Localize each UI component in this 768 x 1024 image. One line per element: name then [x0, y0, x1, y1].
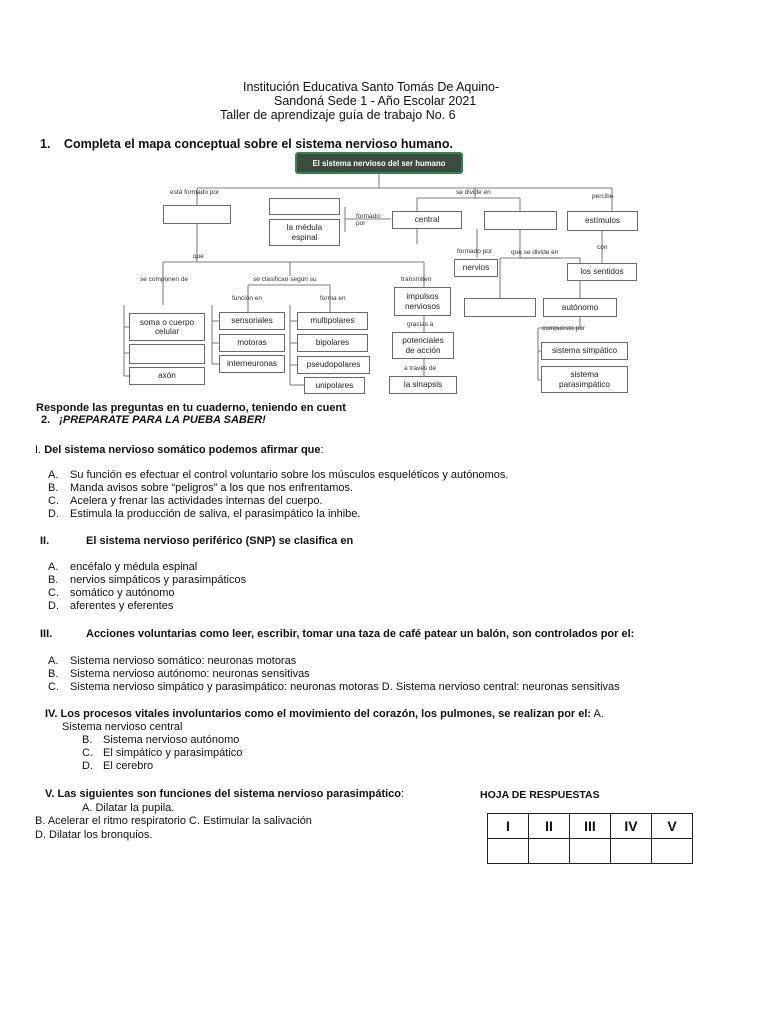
question-IV-text: Los procesos vitales involuntarios como el movimiento del corazón, los pulmones, se realizan por el: [60, 708, 592, 720]
label-percibe: percibe [592, 193, 614, 200]
box-autonomo: autónomo [543, 298, 617, 317]
question-I-text: Del sistema nervioso somático podemos afirmar que [44, 444, 321, 456]
option-text: somático y autónomo [70, 587, 175, 599]
concept-map [0, 0, 768, 400]
question-V-option-A: A. Dilatar la pupila. [82, 802, 175, 814]
box-soma: soma o cuerpo celular [129, 313, 205, 341]
question-IV-option-B [82, 734, 240, 746]
answer-sheet-header-row [488, 814, 693, 839]
box-parasimpatico: sistema parasimpático [541, 366, 628, 393]
option-text: Manda avisos sobre “peligros” a los que nos enfrentamos. [70, 482, 354, 494]
label-forma-en: forma en [320, 295, 346, 302]
question-II-option-C [48, 587, 175, 599]
box-motoras: motoras [219, 334, 285, 352]
question-III-option-C [48, 681, 620, 693]
box-sinapsis: la sinapsis [389, 376, 457, 394]
box-sentidos: los sentidos [567, 263, 637, 281]
answer-cell-V[interactable] [652, 839, 693, 864]
answer-cell-I[interactable] [488, 839, 529, 864]
answer-sheet-answer-row [488, 839, 693, 864]
question-1-number: 1. [40, 137, 51, 151]
question-V-roman: V. [45, 788, 55, 800]
option-text: El simpático y parasimpático [103, 747, 243, 759]
option-letter: D. [48, 600, 59, 612]
question-IV [45, 708, 604, 720]
option-letter: C. [48, 681, 59, 693]
instructions-responde: Responde las preguntas en tu cuaderno, teniendo en cuent [36, 402, 346, 414]
option-letter: A. [48, 469, 59, 481]
label-que-se-divide-en: que se divide en [511, 249, 559, 256]
option-text: encéfalo y médula espinal [70, 561, 198, 573]
question-III-option-A [48, 655, 297, 667]
header-line-3: Taller de aprendizaje guía de trabajo No. 6 [220, 108, 456, 122]
box-simpatico: sistema simpático [541, 342, 628, 360]
box-sensoriales: sensoriales [219, 312, 285, 330]
label-se-componen-de: se componen de [140, 276, 189, 283]
option-letter: D. [48, 508, 59, 520]
label-se-divide-en: se divide en [456, 189, 491, 196]
answer-header-I: I [488, 814, 529, 839]
box-blank-somatico [464, 298, 536, 317]
answer-header-V: V [652, 814, 693, 839]
question-I-colon: : [320, 444, 324, 456]
option-text: Sistema nervioso simpático y parasimpático: neuronas motoras D. Sistema nervioso central: neuronas sensitivas [70, 681, 620, 693]
question-II [40, 535, 354, 547]
label-formado-por: formado por [356, 213, 380, 227]
label-compuesto-por: compuesto por [542, 325, 585, 332]
option-text: Acelera y frenar las actividades internas del cuerpo. [70, 495, 323, 507]
question-II-option-D [48, 600, 174, 612]
box-blank-periferico [484, 211, 557, 230]
label-que: que [193, 253, 204, 260]
answer-header-II: II [529, 814, 570, 839]
box-estimulos: estímulos [567, 211, 638, 231]
concept-map-title: El sistema nervioso del ser humano [295, 152, 463, 174]
question-V-colon: : [401, 788, 405, 800]
box-unipolares: unipolares [304, 377, 365, 394]
label-se-clasifican-segun-su: se clasifican según su [253, 276, 317, 283]
question-I-option-B [48, 482, 354, 494]
question-II-option-A [48, 561, 198, 573]
label-esta-formado-por: está formado por [170, 189, 220, 196]
answer-header-IV: IV [611, 814, 652, 839]
option-letter: B. [48, 574, 59, 586]
question-III-option-B [48, 668, 310, 680]
question-II-option-B [48, 574, 247, 586]
option-letter: C. [48, 495, 59, 507]
label-con: con [597, 244, 608, 251]
option-text: nervios simpáticos y parasimpáticos [70, 574, 247, 586]
answer-sheet-title: HOJA DE RESPUESTAS [480, 789, 600, 801]
header-line-2: Sandoná Sede 1 - Año Escolar 2021 [274, 94, 477, 108]
question-IV-option-A: Sistema nervioso central [62, 721, 183, 733]
option-letter: B. [82, 734, 93, 746]
box-blank-encefalo [269, 198, 340, 215]
option-letter: B. [48, 482, 59, 494]
box-medula: la médula espinal [269, 219, 340, 246]
question-III-roman: III. [40, 628, 53, 640]
question-IV-roman: IV. [45, 708, 58, 720]
option-text: Sistema nervioso autónomo: neuronas sensitivas [70, 668, 310, 680]
box-blank-dendritas [129, 344, 205, 364]
question-2 [41, 414, 266, 426]
answer-sheet-table [487, 813, 693, 864]
question-V-option-D: D. Dilatar los bronquios. [35, 829, 153, 841]
question-V [45, 788, 404, 800]
answer-cell-III[interactable] [570, 839, 611, 864]
box-nervios: nervios [454, 259, 498, 277]
question-I-option-C [48, 495, 323, 507]
box-axon: axón [129, 367, 205, 385]
option-text: Estimula la producción de saliva, el parasimpático la inhibe. [70, 508, 361, 520]
question-III-text: Acciones voluntarias como leer, escribir, tomar una taza de café patear un balón, son controlados por el: [86, 628, 635, 640]
option-text: Sistema nervioso autónomo [103, 734, 240, 746]
box-interneuronas: interneuronas [219, 355, 285, 373]
option-letter: A. [48, 655, 59, 667]
label-a-traves-de: a través de [404, 365, 437, 372]
option-text: Su función es efectuar el control voluntario sobre los músculos esqueléticos y autónomos. [70, 469, 509, 481]
question-II-text: El sistema nervioso periférico (SNP) se clasifica en [86, 535, 354, 547]
box-potenciales: potenciales de acción [392, 332, 454, 359]
box-impulsos: impulsos nerviosos [394, 287, 451, 316]
option-text: aferentes y eferentes [70, 600, 174, 612]
answer-cell-II[interactable] [529, 839, 570, 864]
box-bipolares: bipolares [297, 334, 368, 352]
answer-cell-IV[interactable] [611, 839, 652, 864]
box-pseudopolares: pseudopolares [297, 356, 370, 374]
question-2-text: ¡PREPARATE PARA LA PUEBA SABER! [59, 414, 266, 426]
question-I [35, 444, 324, 456]
question-I-roman: I. [35, 444, 42, 456]
option-text: El cerebro [103, 760, 154, 772]
box-central: central [392, 211, 462, 229]
question-III [40, 628, 635, 640]
question-I-option-D [48, 508, 361, 520]
header-line-1: Institución Educativa Santo Tomás De Aquino- [243, 80, 500, 94]
label-transmiten: transmiten [401, 276, 432, 283]
question-IV-option-A-letter: A. [593, 708, 604, 720]
question-II-roman: II. [40, 535, 50, 547]
question-IV-option-D [82, 760, 154, 772]
option-letter: C. [82, 747, 93, 759]
box-multipolares: multipolares [297, 312, 368, 330]
option-letter: B. [48, 668, 59, 680]
question-V-option-BC: B. Acelerar el ritmo respiratorio C. Estimular la salivación [35, 815, 312, 827]
question-1-text: Completa el mapa conceptual sobre el sistema nervioso humano. [63, 137, 453, 151]
option-letter: D. [82, 760, 93, 772]
concept-map-connectors [0, 0, 768, 400]
label-gracias-a: gracias a [407, 321, 434, 328]
question-I-option-A [48, 469, 509, 481]
answer-header-III: III [570, 814, 611, 839]
option-letter: A. [48, 561, 59, 573]
question-V-text: Las siguientes son funciones del sistema nervioso parasimpático [57, 788, 402, 800]
option-text: Sistema nervioso somático: neuronas motoras [70, 655, 297, 667]
box-blank-formado [163, 205, 231, 224]
option-letter: C. [48, 587, 59, 599]
question-IV-option-C [82, 747, 243, 759]
label-funcion-en: función en [232, 295, 262, 302]
question-2-number: 2. [41, 414, 51, 426]
label-formado-por-2: formado por [457, 248, 493, 255]
